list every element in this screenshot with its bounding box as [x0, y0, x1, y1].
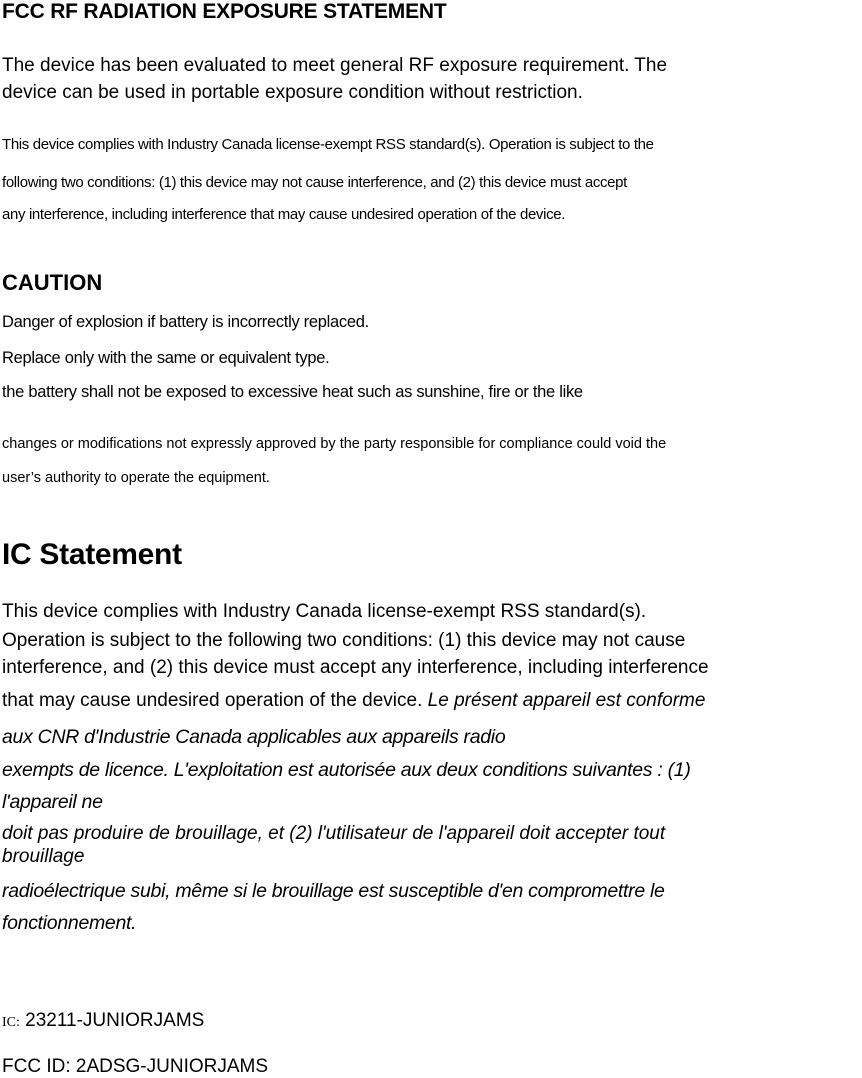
- ic-french-line: aux CNR d'Industrie Canada applicables aux appareils radio: [2, 726, 506, 748]
- ic-number-value: 23211-JUNIORJAMS: [25, 1010, 205, 1031]
- caution-line: Replace only with the same or equivalent type.: [2, 349, 330, 367]
- caution-line: Danger of explosion if battery is incorrectly replaced.: [2, 313, 369, 331]
- fcc-compliance-line: any interference, including interference that may cause undesired operation of the device.: [2, 206, 566, 223]
- ic-statement-line: Operation is subject to the following two conditions: (1) this device may not cause: [2, 630, 686, 651]
- fcc-compliance-line: This device complies with Industry Canada license-exempt RSS standard(s). Operation is subject to the: [2, 136, 654, 153]
- ic-french-text: Le présent appareil est conforme: [427, 690, 706, 711]
- ic-french-line: brouillage: [2, 846, 85, 867]
- ic-statement-line: interference, and (2) this device must accept any interference, including interference: [2, 657, 709, 678]
- ic-number-label: IC:: [2, 1015, 20, 1030]
- fcc-rf-exposure-line: The device has been evaluated to meet general RF exposure requirement. The: [2, 55, 668, 76]
- fcc-rf-exposure-paragraph: [2, 52, 667, 106]
- ic-french-line: doit pas produire de brouillage, et (2) l'utilisateur de l'appareil doit accepter tout: [2, 823, 666, 844]
- ic-statement-title: IC Statement: [2, 538, 182, 571]
- ic-statement-text: that may cause undesired operation of the device.: [2, 690, 423, 711]
- caution-title: CAUTION: [2, 270, 103, 295]
- changes-warning-line: user’s authority to operate the equipment.: [2, 470, 270, 486]
- ic-french-line: exempts de licence. L'exploitation est autorisée aux deux conditions suivantes : (1): [2, 759, 691, 781]
- ic-french-line: radioélectrique subi, même si le brouillage est susceptible d'en compromettre le: [2, 880, 665, 902]
- fcc-compliance-line: following two conditions: (1) this device may not cause interference, and (2) this device must accept: [2, 174, 627, 191]
- caution-line: the battery shall not be exposed to excessive heat such as sunshine, fire or the like: [2, 383, 583, 401]
- fcc-id: FCC ID: 2ADSG-JUNIORJAMS: [2, 1056, 269, 1077]
- fcc-rf-exposure-line: device can be used in portable exposure condition without restriction.: [2, 82, 583, 103]
- ic-french-line: fonctionnement.: [2, 912, 137, 934]
- ic-statement-line: [2, 690, 705, 712]
- ic-french-line: l'appareil ne: [2, 791, 103, 813]
- fcc-section-title: FCC RF RADIATION EXPOSURE STATEMENT: [2, 0, 447, 23]
- ic-number: [2, 1010, 204, 1032]
- ic-statement-line: This device complies with Industry Canada license-exempt RSS standard(s).: [2, 601, 647, 622]
- changes-warning-line: changes or modifications not expressly approved by the party responsible for compliance could void the: [2, 436, 667, 452]
